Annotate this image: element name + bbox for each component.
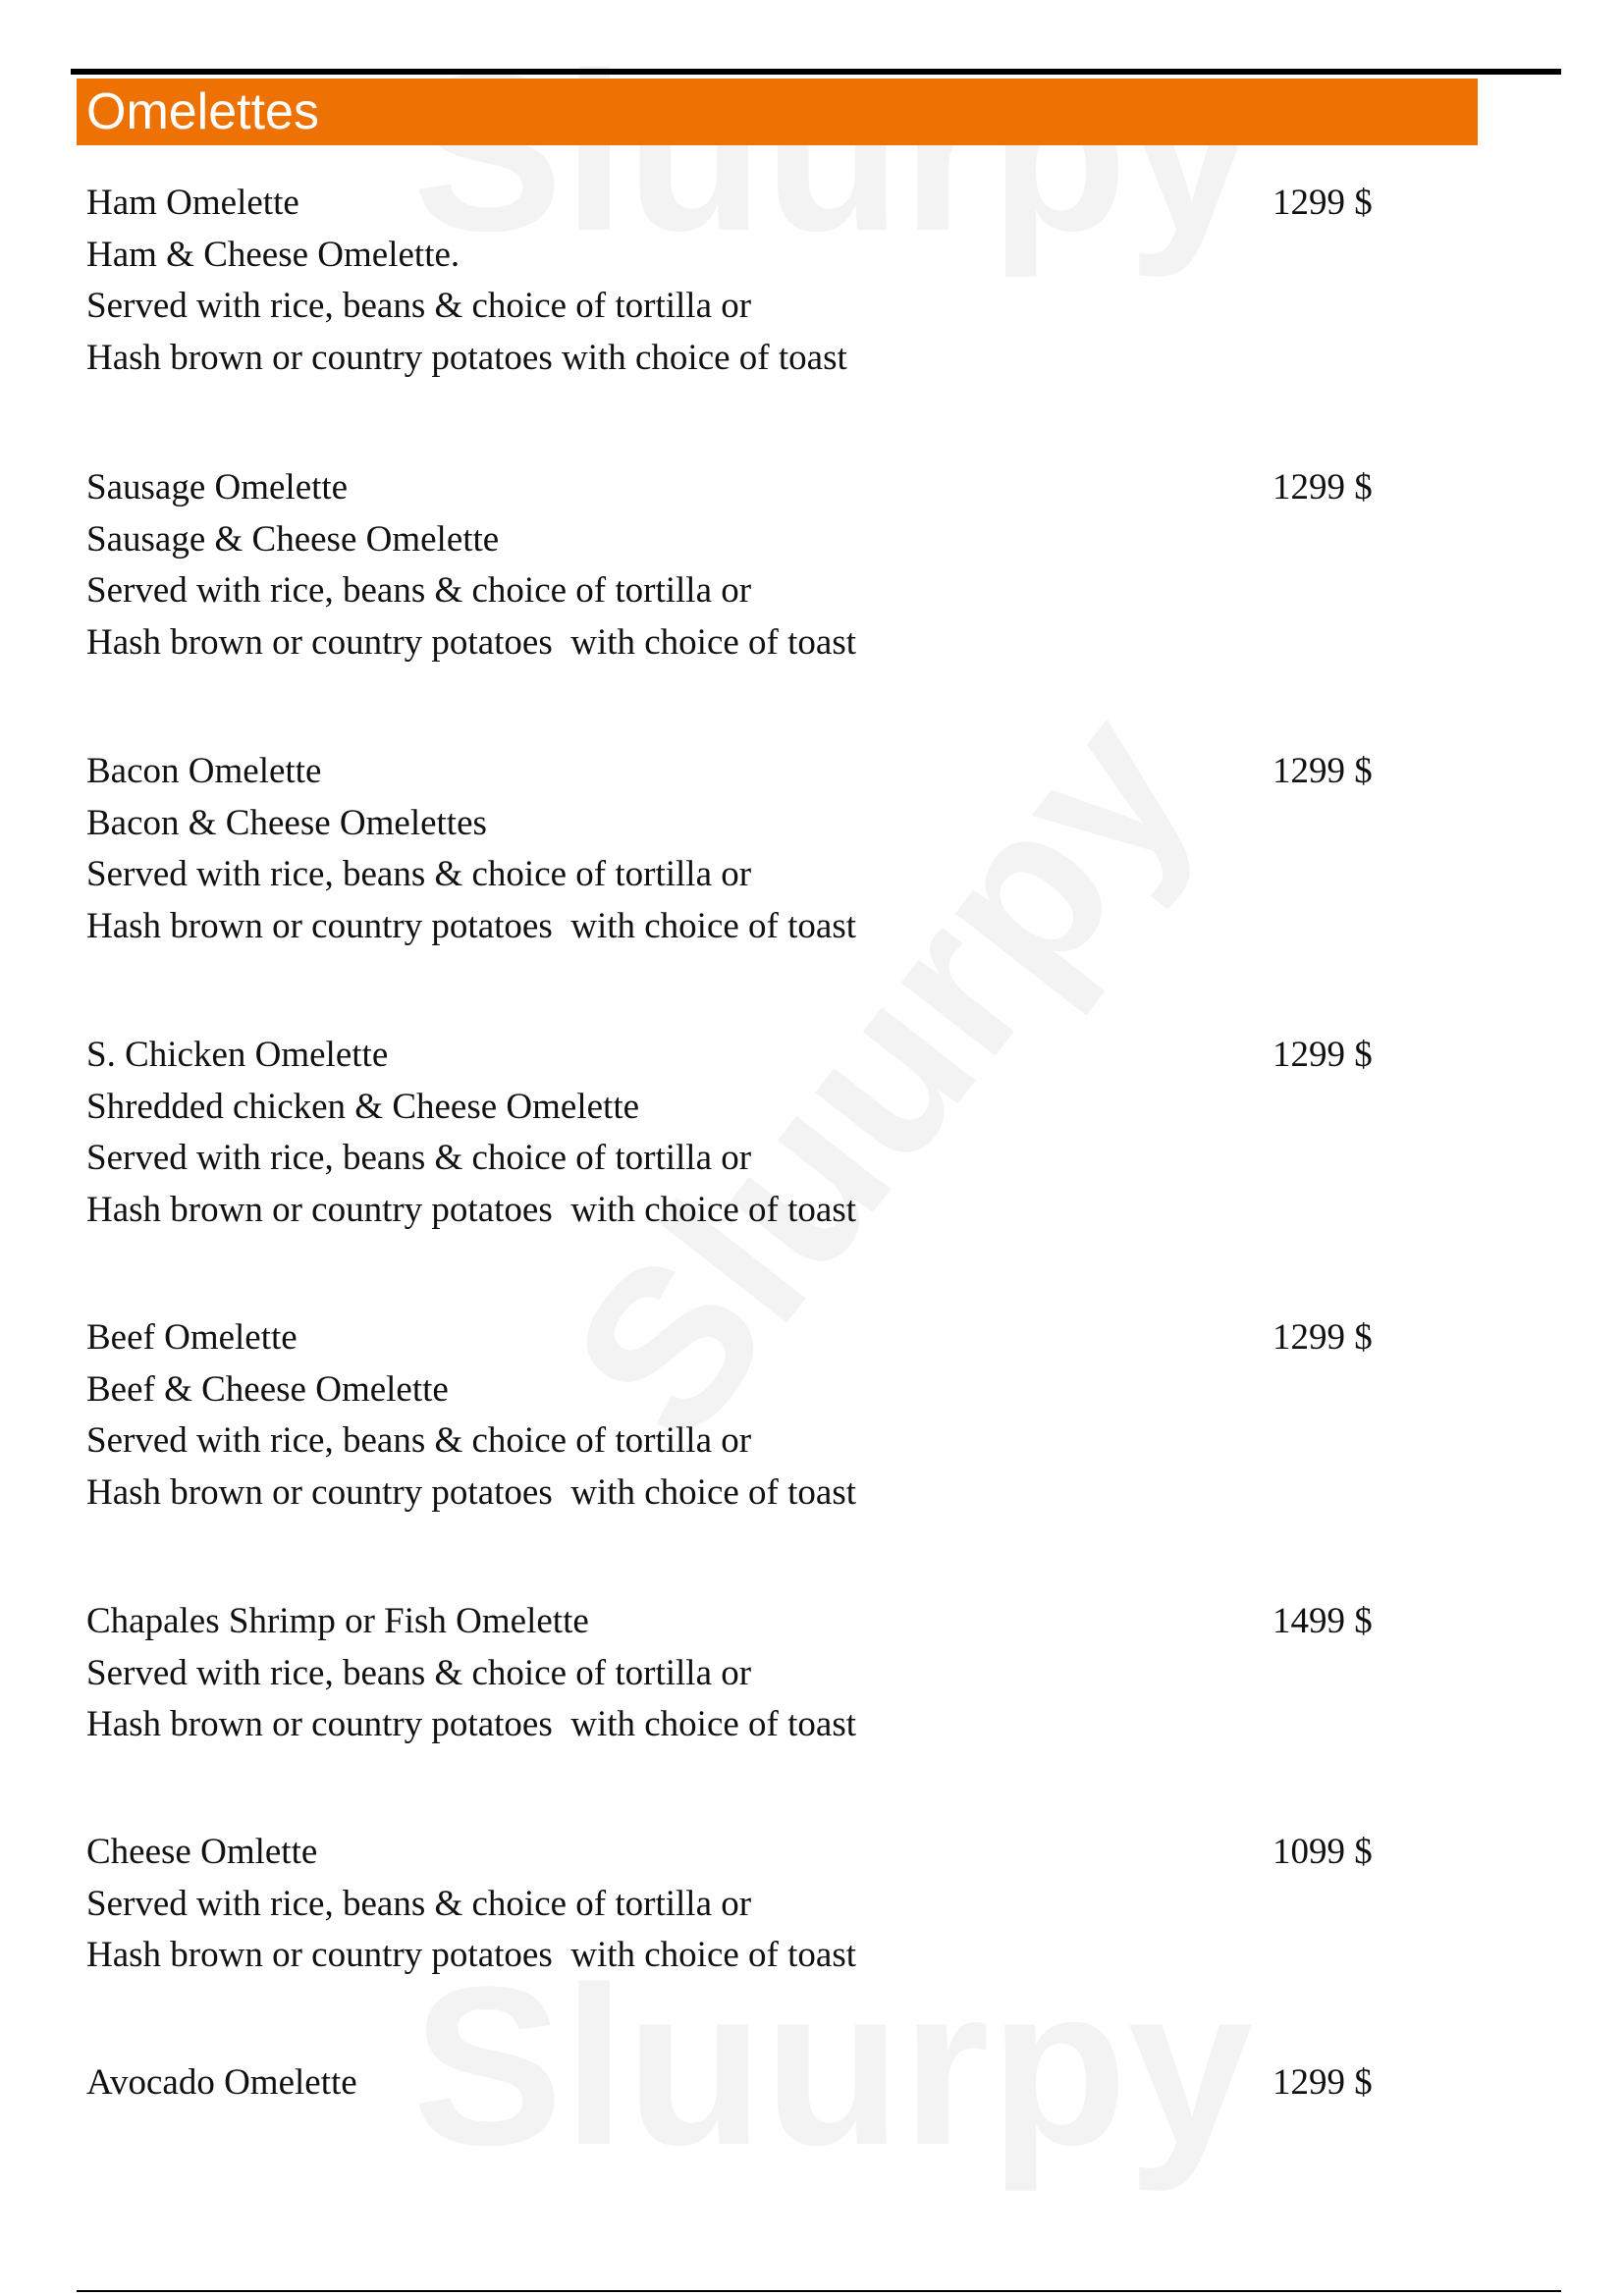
item-description-line: Served with rice, beans & choice of tortilla or <box>86 1420 752 1461</box>
item-name: Beef Omelette <box>86 1317 298 1358</box>
menu-item <box>86 462 1392 668</box>
item-description-line: Served with rice, beans & choice of tortilla or <box>86 1883 752 1924</box>
item-description-line: Hash brown or country potatoes with choice of toast <box>86 1471 857 1513</box>
item-name: Cheese Omlette <box>86 1832 318 1872</box>
item-description-line: Beef & Cheese Omelette <box>86 1368 449 1410</box>
menu-item <box>86 2057 1392 2109</box>
item-name: Sausage Omelette <box>86 467 349 507</box>
section-title: Omelettes <box>86 83 319 140</box>
item-description-line: Served with rice, beans & choice of tortilla or <box>86 1652 752 1693</box>
menu-item <box>86 1827 1392 1982</box>
item-description-line: Hash brown or country potatoes with choice of toast <box>86 1189 857 1230</box>
item-price: 1299 $ <box>1272 1035 1373 1075</box>
top-divider <box>71 69 1561 75</box>
item-price: 1299 $ <box>1272 2062 1373 2103</box>
section-header <box>77 79 1478 145</box>
item-description-line: Bacon & Cheese Omelettes <box>86 802 487 843</box>
menu-item <box>86 1312 1392 1519</box>
item-price: 1299 $ <box>1272 1317 1373 1358</box>
item-description-line: Served with rice, beans & choice of tortilla or <box>86 1138 752 1178</box>
item-description-line: Hash brown or country potatoes with choice of toast <box>86 337 847 378</box>
item-description-line: Ham & Cheese Omelette. <box>86 234 460 275</box>
item-name: Ham Omelette <box>86 183 299 223</box>
item-description-line: Served with rice, beans & choice of tortilla or <box>86 570 752 611</box>
item-description-line: Hash brown or country potatoes with choice of toast <box>86 905 857 946</box>
item-description-line: Served with rice, beans & choice of tortilla or <box>86 286 752 326</box>
item-description-line: Served with rice, beans & choice of tortilla or <box>86 854 752 894</box>
menu-item <box>86 1030 1392 1236</box>
item-name: S. Chicken Omelette <box>86 1035 389 1075</box>
item-name: Chapales Shrimp or Fish Omelette <box>86 1601 589 1641</box>
item-description-line: Hash brown or country potatoes with choice of toast <box>86 621 857 663</box>
item-description-line: Sausage & Cheese Omelette <box>86 518 500 560</box>
item-price: 1299 $ <box>1272 751 1373 791</box>
menu-item <box>86 178 1392 384</box>
item-description-line: Hash brown or country potatoes with choice of toast <box>86 1704 857 1744</box>
item-price: 1299 $ <box>1272 183 1373 223</box>
item-description-line: Shredded chicken & Cheese Omelette <box>86 1086 640 1127</box>
menu-item <box>86 746 1392 952</box>
item-price: 1499 $ <box>1272 1601 1373 1641</box>
menu-item <box>86 1596 1392 1751</box>
item-price: 1299 $ <box>1272 467 1373 507</box>
item-price: 1099 $ <box>1272 1832 1373 1872</box>
item-name: Avocado Omelette <box>86 2062 357 2103</box>
item-name: Bacon Omelette <box>86 751 322 791</box>
bottom-divider <box>77 2290 1561 2292</box>
item-description-line: Hash brown or country potatoes with choice of toast <box>86 1935 857 1975</box>
